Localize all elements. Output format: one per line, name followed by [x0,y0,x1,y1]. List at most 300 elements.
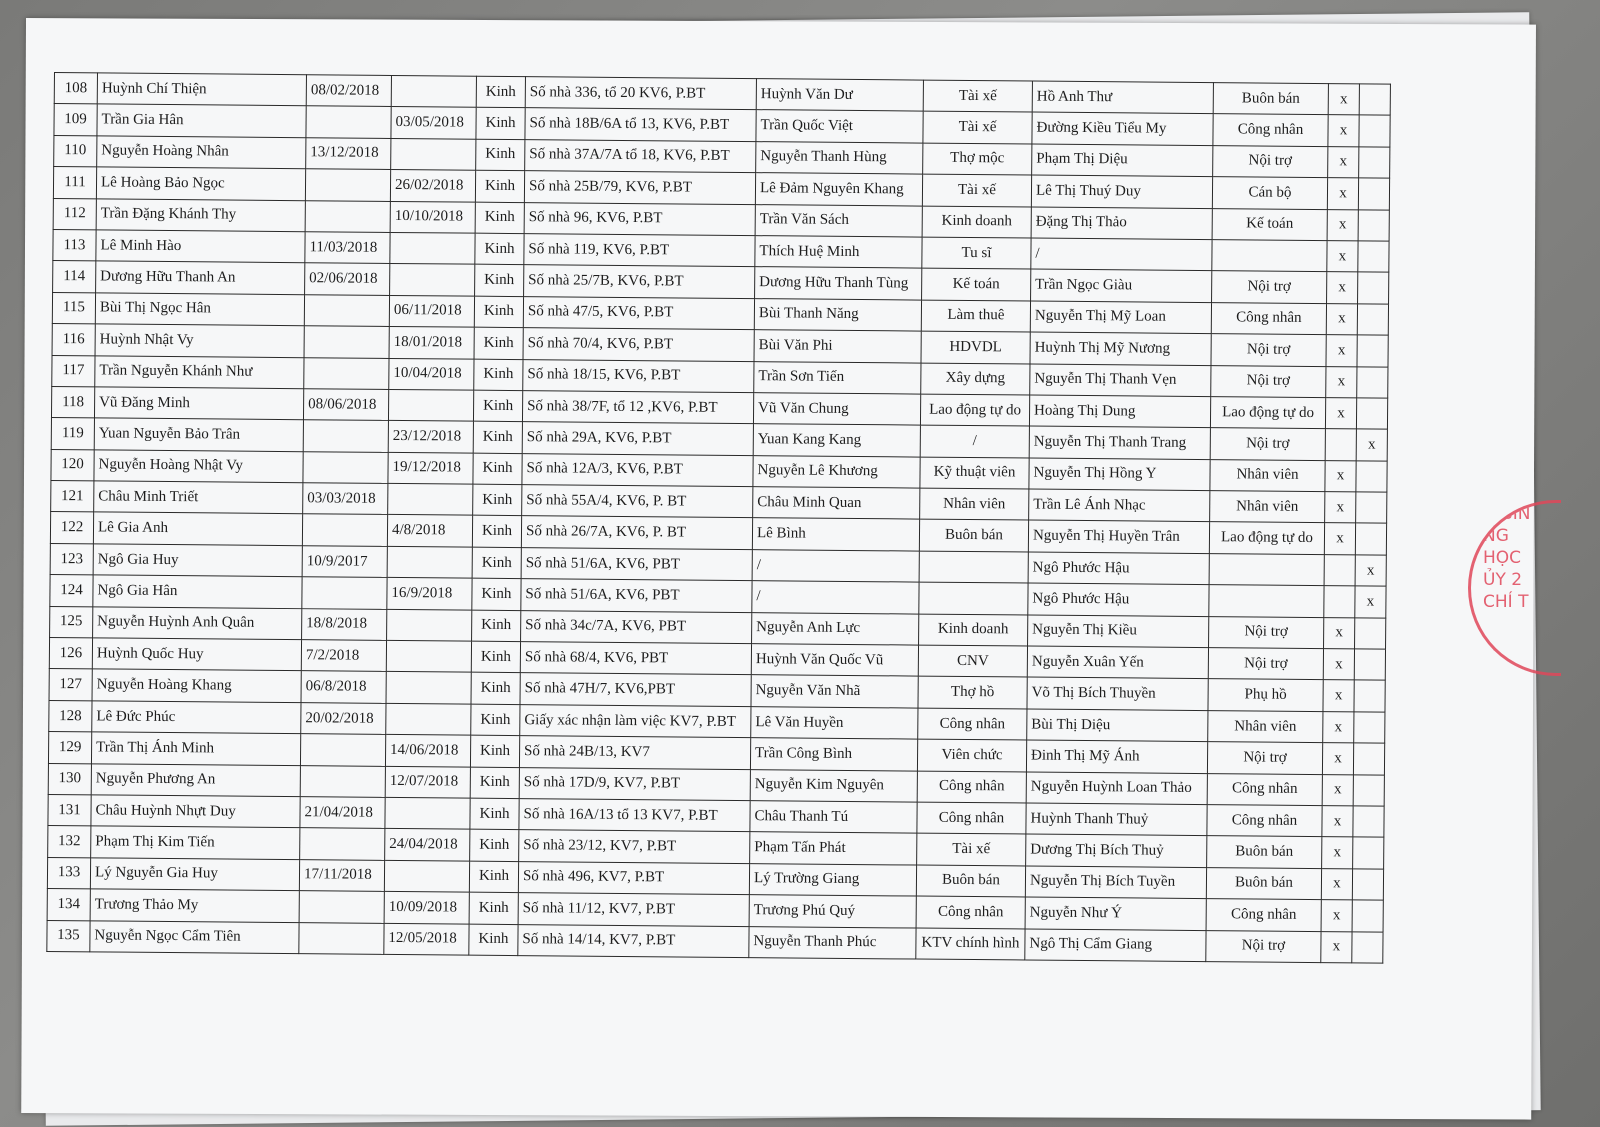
birth-date-female-cell [391,75,476,107]
ethnicity-cell: Kinh [472,610,521,642]
student-name-cell: Nguyễn Ngọc Cẩm Tiên [90,920,299,953]
address-cell: Số nhà 47/5, KV6, P.BT [523,296,754,329]
mark-column-1-cell: x [1322,774,1353,806]
row-number-cell: 121 [51,481,94,513]
mother-name-cell: Trần Lê Ánh Nhạc [1029,489,1210,522]
father-name-cell: Nguyễn Thanh Hùng [756,141,923,174]
ethnicity-cell: Kinh [470,735,519,767]
stamp-line: N BÌN [1483,504,1531,524]
student-table [46,72,1391,964]
mother-name-cell: / [1031,238,1212,271]
address-cell: Số nhà 119, KV6, P.BT [524,234,755,267]
father-name-cell: Châu Thanh Tú [750,801,917,834]
student-name-cell: Lê Đức Phúc [92,701,301,734]
mother-name-cell: Nguyễn Như Ý [1025,897,1206,930]
ethnicity-cell: Kinh [469,892,518,924]
student-name-cell: Trần Đặng Khánh Thy [96,198,305,231]
address-cell: Số nhà 34c/7A, KV6, PBT [521,610,752,643]
stamp-line: HỌC [1483,548,1522,568]
mother-occupation-cell: Kế toán [1212,208,1327,240]
address-cell: Số nhà 51/6A, KV6, PBT [521,579,752,612]
mark-column-2-cell: x [1355,586,1386,618]
ethnicity-cell: Kinh [470,830,519,862]
mother-name-cell: Nguyễn Thị Huyền Trân [1028,520,1209,553]
mother-occupation-cell: Nhân viên [1210,491,1325,523]
ethnicity-cell: Kinh [475,170,524,202]
address-cell: Số nhà 16A/13 tổ 13 KV7, P.BT [519,799,750,832]
birth-date-male-cell [305,169,390,201]
student-name-cell: Huỳnh Quốc Huy [92,638,301,671]
mark-column-1-cell: x [1323,649,1354,681]
mark-column-1-cell: x [1328,84,1359,116]
ethnicity-cell: Kinh [474,359,523,391]
mother-occupation-cell [1209,585,1324,617]
mother-occupation-cell: Cán bộ [1212,177,1327,209]
birth-date-female-cell: 23/12/2018 [388,421,473,453]
father-occupation-cell [919,582,1028,614]
mother-name-cell: Lê Thị Thuý Duy [1031,175,1212,208]
ethnicity-cell: Kinh [470,798,519,830]
father-occupation-cell: Tài xế [917,833,1026,865]
father-occupation-cell: Công nhân [917,802,1026,834]
mark-column-1-cell: x [1322,743,1353,775]
father-occupation-cell: Lao động tự do [920,394,1029,426]
father-occupation-cell: / [920,425,1029,457]
mark-column-1-cell: x [1322,806,1353,838]
stamp-line: NG [1483,526,1509,546]
row-number-cell: 120 [51,449,94,481]
row-number-cell: 114 [53,261,96,293]
birth-date-female-cell [390,264,475,296]
row-number-cell: 123 [50,543,93,575]
father-name-cell: / [752,581,919,614]
student-name-cell: Dương Hữu Thanh An [96,261,305,294]
birth-date-male-cell [302,577,387,609]
birth-date-male-cell: 7/2/2018 [301,640,386,672]
father-name-cell: Châu Minh Quan [753,487,920,520]
address-cell: Số nhà 336, tổ 20 KV6, P.BT [525,77,756,110]
birth-date-male-cell [300,734,385,766]
address-cell: Số nhà 12A/3, KV6, P.BT [522,453,753,486]
ethnicity-cell: Kinh [473,421,522,453]
address-cell: Số nhà 23/12, KV7, P.BT [519,830,750,863]
mark-column-2-cell: x [1356,429,1387,461]
birth-date-male-cell [305,200,390,232]
mother-name-cell: Ngô Thị Cẩm Giang [1025,929,1206,962]
father-occupation-cell: Kinh doanh [922,206,1031,238]
mother-occupation-cell: Nội trợ [1211,334,1326,366]
mark-column-2-cell [1356,398,1387,430]
birth-date-female-cell: 19/12/2018 [388,452,473,484]
mark-column-1-cell [1325,429,1356,461]
birth-date-male-cell [302,514,387,546]
mother-name-cell: Nguyễn Thị Bích Tuyền [1025,866,1206,899]
stamp-line: CHÍ T [1483,592,1529,612]
address-cell: Số nhà 26/7A, KV6, P. BT [521,516,752,549]
student-name-cell: Châu Minh Triết [94,481,303,514]
mother-occupation-cell: Nội trợ [1208,648,1323,680]
father-occupation-cell: Kỹ thuật viên [920,457,1029,489]
birth-date-male-cell: 21/04/2018 [300,797,385,829]
mother-name-cell: Nguyễn Thị Hồng Y [1029,458,1210,491]
father-occupation-cell: Kế toán [922,268,1031,300]
ethnicity-cell: Kinh [472,516,521,548]
birth-date-male-cell: 08/06/2018 [303,389,388,421]
father-occupation-cell: Buôn bán [919,520,1028,552]
birth-date-female-cell: 14/06/2018 [385,735,470,767]
mother-occupation-cell: Nội trợ [1206,930,1321,962]
row-number-cell: 115 [52,292,95,324]
mother-name-cell: Nguyễn Thị Mỹ Loan [1030,301,1211,334]
student-name-cell: Huỳnh Chí Thiện [97,73,306,106]
birth-date-male-cell [300,828,385,860]
row-number-cell: 118 [51,386,94,418]
mother-name-cell: Bùi Thị Diệu [1027,709,1208,742]
birth-date-female-cell: 16/9/2018 [387,578,472,610]
father-name-cell: Trần Quốc Việt [756,110,923,143]
birth-date-male-cell [304,326,389,358]
father-occupation-cell: Thợ mộc [923,143,1032,175]
mark-column-2-cell [1358,272,1389,304]
student-name-cell: Nguyễn Hoàng Nhật Vy [94,450,303,483]
mother-occupation-cell: Nội trợ [1211,365,1326,397]
address-cell: Số nhà 38/7F, tổ 12 ,KV6, P.BT [522,391,753,424]
father-name-cell: Nguyễn Lê Khương [753,455,920,488]
mother-name-cell: Dương Thị Bích Thuỷ [1026,834,1207,867]
birth-date-male-cell: 20/02/2018 [301,702,386,734]
mark-column-2-cell [1354,649,1385,681]
mark-column-1-cell: x [1324,617,1355,649]
father-name-cell: Nguyễn Thanh Phúc [749,926,916,959]
mother-name-cell: Nguyễn Thị Thanh Trang [1029,426,1210,459]
ethnicity-cell: Kinh [471,673,520,705]
father-name-cell: Bùi Văn Phi [754,330,921,363]
father-occupation-cell: Công nhân [916,896,1025,928]
student-name-cell: Vũ Đăng Minh [94,387,303,420]
address-cell: Số nhà 51/6A, KV6, PBT [521,547,752,580]
row-number-cell: 129 [48,732,91,764]
student-name-cell: Ngô Gia Huy [93,544,302,577]
birth-date-female-cell [384,860,469,892]
student-name-cell: Nguyễn Hoàng Khang [92,669,301,702]
mother-name-cell: Hồ Anh Thư [1032,81,1213,114]
row-number-cell: 111 [53,167,96,199]
ethnicity-cell: Kinh [471,704,520,736]
father-name-cell: Lê Văn Huyền [751,706,918,739]
ethnicity-cell: Kinh [476,76,525,108]
row-number-cell: 112 [53,198,96,230]
address-cell: Số nhà 70/4, KV6, P.BT [523,328,754,361]
row-number-cell: 124 [50,575,93,607]
birth-date-male-cell [304,294,389,326]
mark-column-2-cell [1353,774,1384,806]
ethnicity-cell: Kinh [476,139,525,171]
row-number-cell: 128 [49,700,92,732]
birth-date-female-cell [385,797,470,829]
ethnicity-cell: Kinh [473,390,522,422]
mark-column-2-cell [1354,680,1385,712]
mother-occupation-cell: Công nhân [1211,302,1326,334]
mark-column-2-cell [1352,869,1383,901]
row-number-cell: 119 [51,418,94,450]
father-occupation-cell: Xây dựng [921,363,1030,395]
mother-occupation-cell: Công nhân [1213,114,1328,146]
mother-occupation-cell: Công nhân [1206,899,1321,931]
father-name-cell: Lê Đảm Nguyên Khang [755,173,922,206]
mother-occupation-cell: Phụ hồ [1208,679,1323,711]
student-name-cell: Lê Minh Hào [96,230,305,263]
mark-column-1-cell: x [1326,303,1357,335]
father-name-cell: Trương Phú Quý [749,895,916,928]
student-name-cell: Nguyễn Huỳnh Anh Quân [93,606,302,639]
ethnicity-cell: Kinh [470,767,519,799]
student-name-cell: Trần Nguyễn Khánh Như [95,355,304,388]
mother-name-cell: Trần Ngọc Giàu [1031,269,1212,302]
mother-occupation-cell: Buôn bán [1213,83,1328,115]
father-occupation-cell: Kinh doanh [919,614,1028,646]
birth-date-female-cell: 06/11/2018 [389,295,474,327]
father-name-cell: / [752,549,919,582]
student-name-cell: Huỳnh Nhật Vy [95,324,304,357]
father-occupation-cell: Nhân viên [920,488,1029,520]
mark-column-2-cell [1352,931,1383,963]
mark-column-1-cell: x [1324,523,1355,555]
student-name-cell: Trần Gia Hân [97,104,306,137]
mother-name-cell: Nguyễn Xuân Yến [1027,646,1208,679]
father-occupation-cell: Làm thuê [921,300,1030,332]
student-name-cell: Lý Nguyễn Gia Huy [90,858,299,891]
student-name-cell: Nguyễn Hoàng Nhân [97,136,306,169]
father-occupation-cell: Tài xế [923,80,1032,112]
father-occupation-cell: Công nhân [917,771,1026,803]
mark-column-2-cell [1356,461,1387,493]
mother-name-cell: Đặng Thị Thảo [1031,207,1212,240]
row-number-cell: 132 [48,826,91,858]
address-cell: Số nhà 24B/13, KV7 [519,736,750,769]
mother-occupation-cell: Lao động tự do [1209,522,1324,554]
birth-date-female-cell: 03/05/2018 [391,107,476,139]
mother-occupation-cell: Buôn bán [1207,836,1322,868]
birth-date-male-cell: 02/06/2018 [305,263,390,295]
mother-occupation-cell: Nội trợ [1207,742,1322,774]
address-cell: Số nhà 55A/4, KV6, P. BT [522,485,753,518]
mother-occupation-cell: Nội trợ [1210,428,1325,460]
address-cell: Số nhà 29A, KV6, P.BT [522,422,753,455]
row-number-cell: 117 [52,355,95,387]
mother-occupation-cell: Nội trợ [1209,616,1324,648]
father-name-cell: Nguyễn Anh Lực [752,612,919,645]
address-cell: Số nhà 11/12, KV7, P.BT [518,893,749,926]
student-name-cell: Yuan Nguyễn Bảo Trân [94,418,303,451]
mother-occupation-cell: Nội trợ [1212,271,1327,303]
ethnicity-cell: Kinh [472,547,521,579]
ethnicity-cell: Kinh [474,327,523,359]
mark-column-2-cell [1356,492,1387,524]
mother-name-cell: Hoàng Thị Dung [1029,395,1210,428]
birth-date-male-cell: 17/11/2018 [299,859,384,891]
birth-date-female-cell [390,232,475,264]
address-cell: Số nhà 25B/79, KV6, P.BT [524,171,755,204]
mark-column-1-cell: x [1327,209,1358,241]
row-number-cell: 108 [54,73,97,105]
ethnicity-cell: Kinh [473,453,522,485]
ethnicity-cell: Kinh [475,202,524,234]
row-number-cell: 127 [49,669,92,701]
address-cell: Số nhà 496, KV7, P.BT [518,861,749,894]
birth-date-female-cell [387,609,472,641]
birth-date-female-cell: 4/8/2018 [387,515,472,547]
student-name-cell: Trần Thị Ánh Minh [91,732,300,765]
mark-column-2-cell [1355,523,1386,555]
address-cell: Giấy xác nhận làm việc KV7, P.BT [520,704,751,737]
mother-name-cell: Võ Thị Bích Thuyền [1027,677,1208,710]
birth-date-male-cell [299,891,384,923]
mark-column-2-cell [1355,618,1386,650]
ethnicity-cell: Kinh [473,484,522,516]
father-name-cell: Dương Hữu Thanh Tùng [755,267,922,300]
mark-column-1-cell: x [1323,680,1354,712]
student-name-cell: Trương Thảo My [90,889,299,922]
row-number-cell: 135 [47,920,90,952]
birth-date-female-cell: 24/04/2018 [385,829,470,861]
birth-date-female-cell: 12/07/2018 [385,766,470,798]
mark-column-2-cell [1357,335,1388,367]
ethnicity-cell: Kinh [476,108,525,140]
mark-column-2-cell [1357,304,1388,336]
father-name-cell: Vũ Văn Chung [753,393,920,426]
mother-occupation-cell: Nội trợ [1213,145,1328,177]
father-occupation-cell: Công nhân [918,708,1027,740]
birth-date-female-cell: 10/09/2018 [384,892,469,924]
birth-date-male-cell: 03/03/2018 [303,483,388,515]
father-occupation-cell: KTV chính hình [916,928,1025,960]
birth-date-female-cell [386,703,471,735]
student-name-cell: Lê Hoàng Bảo Ngọc [96,167,305,200]
mother-name-cell: Nguyễn Thị Thanh Vẹn [1030,364,1211,397]
student-name-cell: Ngô Gia Hân [93,575,302,608]
ethnicity-cell: Kinh [474,296,523,328]
father-occupation-cell: Tu sĩ [922,237,1031,269]
mother-name-cell: Huỳnh Thị Mỹ Nương [1030,332,1211,365]
birth-date-female-cell [388,389,473,421]
birth-date-male-cell [303,420,388,452]
ethnicity-cell: Kinh [471,641,520,673]
mark-column-1-cell: x [1325,460,1356,492]
mother-occupation-cell: Nhân viên [1210,459,1325,491]
father-occupation-cell: Tài xế [922,174,1031,206]
address-cell: Số nhà 47H/7, KV6,PBT [520,673,751,706]
birth-date-female-cell: 10/04/2018 [389,358,474,390]
father-name-cell: Huỳnh Văn Quốc Vũ [751,644,918,677]
ethnicity-cell: Kinh [472,578,521,610]
father-name-cell: Bùi Thanh Năng [754,298,921,331]
address-cell: Số nhà 96, KV6, P.BT [524,202,755,235]
row-number-cell: 122 [50,512,93,544]
father-occupation-cell: Tài xế [923,111,1032,143]
birth-date-female-cell: 26/02/2018 [390,170,475,202]
father-occupation-cell: Thợ hồ [918,676,1027,708]
birth-date-male-cell: 13/12/2018 [306,137,391,169]
mark-column-1-cell: x [1327,272,1358,304]
mark-column-2-cell: x [1355,555,1386,587]
father-name-cell: Nguyễn Văn Nhã [751,675,918,708]
birth-date-female-cell [388,484,473,516]
mother-name-cell: Huỳnh Thanh Thuỷ [1026,803,1207,836]
father-occupation-cell: CNV [918,645,1027,677]
row-number-cell: 116 [52,324,95,356]
mother-name-cell: Nguyễn Thị Kiều [1028,615,1209,648]
mark-column-1-cell [1324,586,1355,618]
ethnicity-cell: Kinh [469,861,518,893]
birth-date-male-cell: 10/9/2017 [302,546,387,578]
mark-column-1-cell: x [1325,398,1356,430]
father-occupation-cell: Viên chức [917,739,1026,771]
mark-column-1-cell [1324,554,1355,586]
mark-column-2-cell [1359,84,1390,116]
father-name-cell: Trần Công Bình [750,738,917,771]
row-number-cell: 134 [47,889,90,921]
address-cell: Số nhà 68/4, KV6, PBT [520,642,751,675]
birth-date-female-cell [386,640,471,672]
student-name-cell: Phạm Thị Kim Tiến [91,826,300,859]
student-name-cell: Bùi Thị Ngọc Hân [95,293,304,326]
mark-column-1-cell: x [1327,178,1358,210]
mother-name-cell: Nguyễn Huỳnh Loan Thảo [1026,772,1207,805]
mark-column-2-cell [1352,900,1383,932]
birth-date-female-cell: 10/10/2018 [390,201,475,233]
address-cell: Số nhà 17D/9, KV7, P.BT [519,767,750,800]
mother-name-cell: Phạm Thị Diệu [1032,144,1213,177]
mother-name-cell: Đường Kiều Tiểu My [1032,112,1213,145]
row-number-cell: 110 [54,135,97,167]
mark-column-2-cell [1359,147,1390,179]
birth-date-male-cell: 18/8/2018 [302,608,387,640]
father-name-cell: Trần Sơn Tiến [754,361,921,394]
father-name-cell: Yuan Kang Kang [753,424,920,457]
father-name-cell: Huỳnh Văn Dư [756,79,923,112]
mother-occupation-cell: Nhân viên [1208,710,1323,742]
ethnicity-cell: Kinh [475,233,524,265]
ethnicity-cell: Kinh [469,924,518,956]
mother-name-cell: Ngô Phước Hậu [1028,552,1209,585]
father-name-cell: Nguyễn Kim Nguyên [750,769,917,802]
mother-occupation-cell: Buôn bán [1206,867,1321,899]
birth-date-female-cell [391,138,476,170]
row-number-cell: 109 [54,104,97,136]
father-occupation-cell [919,551,1028,583]
father-name-cell: Lý Trường Giang [749,863,916,896]
mark-column-1-cell: x [1323,711,1354,743]
father-occupation-cell: HDVDL [921,331,1030,363]
birth-date-female-cell: 12/05/2018 [384,923,469,955]
mark-column-1-cell: x [1326,335,1357,367]
mark-column-2-cell [1357,366,1388,398]
mark-column-2-cell [1358,209,1389,241]
stamp-line: ỦY 2 [1483,570,1523,590]
mark-column-2-cell [1358,241,1389,273]
mark-column-2-cell [1354,712,1385,744]
birth-date-female-cell: 18/01/2018 [389,327,474,359]
address-cell: Số nhà 18B/6A tổ 13, KV6, P.BT [525,108,756,141]
birth-date-male-cell [303,451,388,483]
birth-date-male-cell: 11/03/2018 [305,232,390,264]
birth-date-male-cell: 06/8/2018 [301,671,386,703]
birth-date-male-cell [300,765,385,797]
mother-name-cell: Đinh Thị Mỹ Ánh [1026,740,1207,773]
mark-column-1-cell: x [1328,146,1359,178]
mark-column-1-cell: x [1325,492,1356,524]
address-cell: Số nhà 37A/7A tổ 18, KV6, P.BT [525,139,756,172]
